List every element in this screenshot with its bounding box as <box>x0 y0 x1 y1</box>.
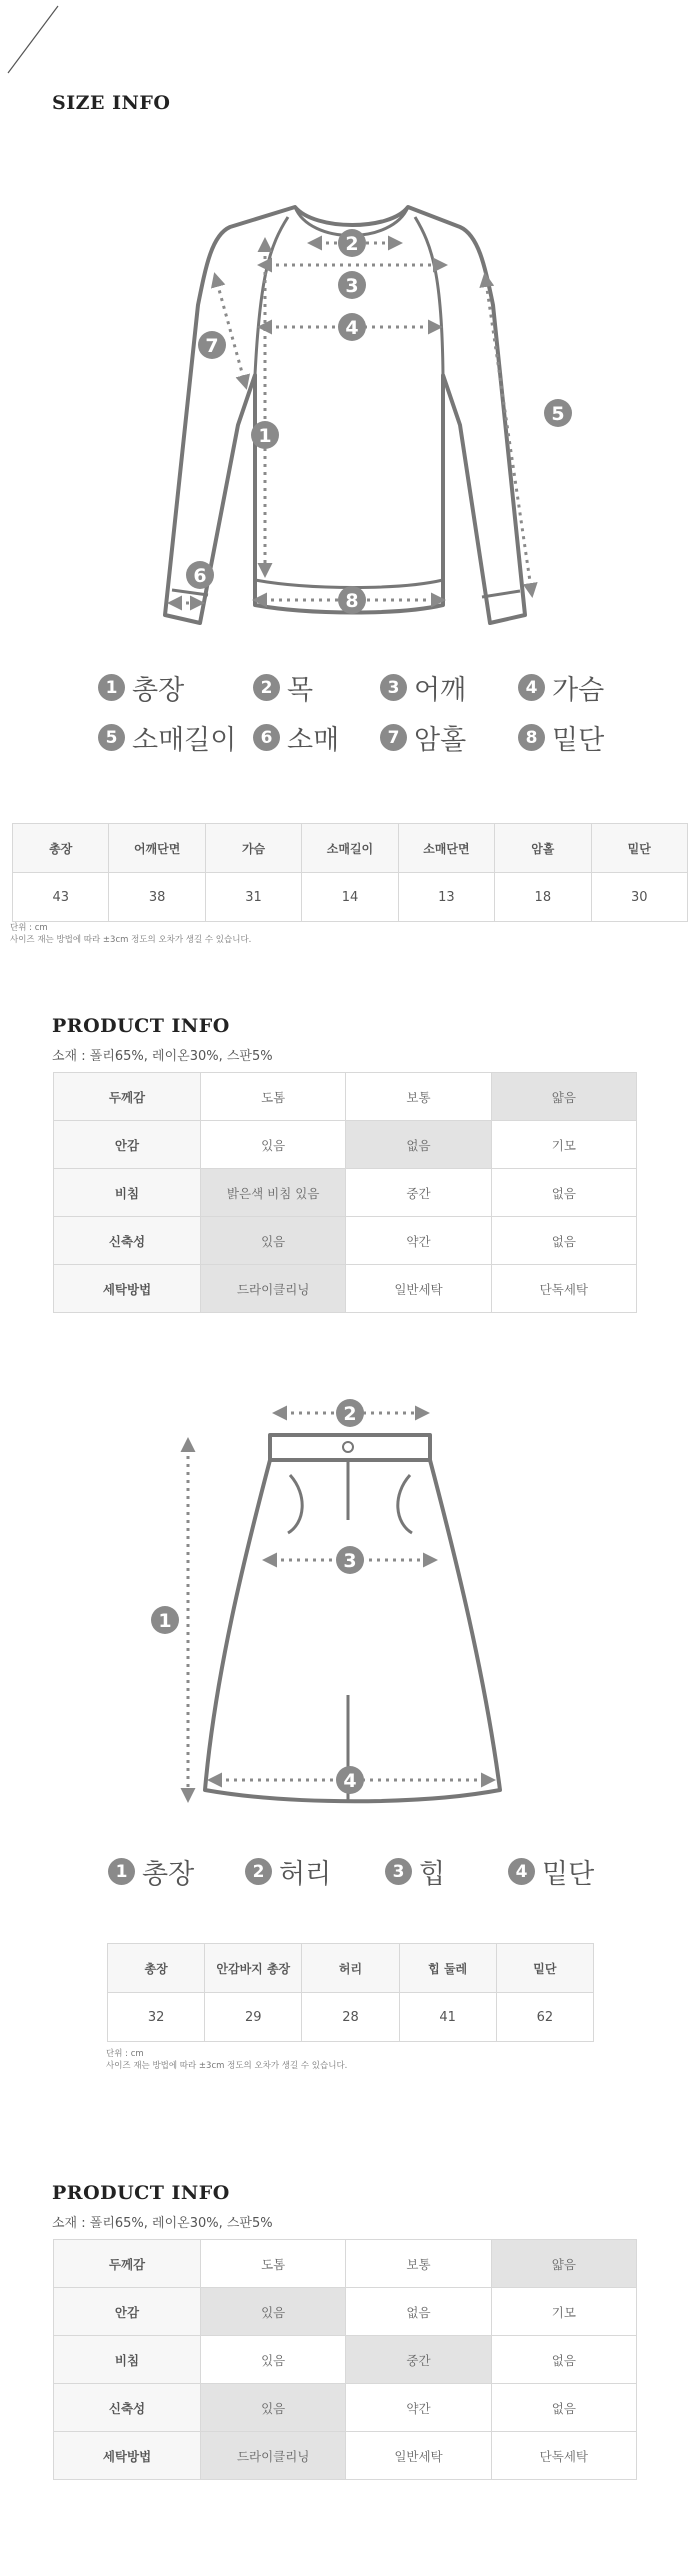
legend-item-3: 3 어깨 <box>380 668 466 707</box>
skirt-num-4: 4 <box>343 1770 357 1792</box>
diagram-num-1: 1 <box>258 425 272 447</box>
table-header: 소매단면 <box>398 824 494 873</box>
table-row <box>54 1169 637 1217</box>
legend-item-6: 6 소매 <box>253 718 339 757</box>
diagram-num-4: 4 <box>345 317 359 339</box>
skirt-num-2: 2 <box>343 1403 357 1425</box>
table-header: 밑단 <box>591 824 687 873</box>
table-cell: 28 <box>302 1993 399 2042</box>
row-label: 비침 <box>54 2336 201 2384</box>
table-cell: 18 <box>495 873 591 922</box>
bottom-legend-item-2: 2 허리 <box>245 1852 331 1891</box>
row-label: 안감 <box>54 2288 201 2336</box>
option-cell: 중간 <box>346 1169 491 1217</box>
option-cell: 약간 <box>346 1217 491 1265</box>
table-header: 총장 <box>13 824 109 873</box>
row-label: 세탁방법 <box>54 1265 201 1313</box>
diagram-num-8: 8 <box>345 590 359 612</box>
table-header: 허리 <box>302 1944 399 1993</box>
diagram-num-3: 3 <box>345 275 359 297</box>
table-header: 안감바지 총장 <box>205 1944 302 1993</box>
table-cell: 30 <box>591 873 687 922</box>
legend-item-7: 7 암홀 <box>380 718 466 757</box>
option-cell-selected: 드라이클리닝 <box>201 2432 346 2480</box>
table-header: 암홀 <box>495 824 591 873</box>
option-cell: 보통 <box>346 2240 491 2288</box>
legend-item-1: 1 총장 <box>98 668 184 707</box>
table-row <box>54 2384 637 2432</box>
option-cell-selected: 없음 <box>346 1121 491 1169</box>
material-text-1: 소재 : 폴리65%, 레이온30%, 스판5% <box>52 1049 273 1064</box>
table-cell: 32 <box>108 1993 205 2042</box>
top-size-table <box>12 823 688 922</box>
option-cell: 일반세탁 <box>346 1265 491 1313</box>
table-row <box>54 2432 637 2480</box>
option-cell-selected: 드라이클리닝 <box>201 1265 346 1313</box>
table-cell: 31 <box>205 873 301 922</box>
size-info-title: SIZE INFO <box>52 92 171 114</box>
option-cell: 도톰 <box>201 1073 346 1121</box>
diagram-num-6: 6 <box>193 565 207 587</box>
table-row <box>54 1265 637 1313</box>
option-cell: 없음 <box>346 2288 491 2336</box>
table-header: 소매길이 <box>302 824 398 873</box>
bottom-size-table <box>107 1943 594 2042</box>
legend-item-2: 2 목 <box>253 668 313 707</box>
row-label: 세탁방법 <box>54 2432 201 2480</box>
option-cell-selected: 있음 <box>201 2288 346 2336</box>
row-label: 신축성 <box>54 2384 201 2432</box>
table-header: 밑단 <box>496 1944 593 1993</box>
table-row <box>54 1121 637 1169</box>
legend-item-4: 4 가슴 <box>518 668 604 707</box>
product-table-1 <box>53 1072 637 1313</box>
diagram-num-7: 7 <box>205 335 219 357</box>
option-cell: 기모 <box>491 2288 636 2336</box>
legend-item-8: 8 밑단 <box>518 718 604 757</box>
option-cell-selected: 밝은색 비침 있음 <box>201 1169 346 1217</box>
row-label: 두께감 <box>54 1073 201 1121</box>
product-info-title-1: PRODUCT INFO <box>52 1015 230 1037</box>
table-header: 총장 <box>108 1944 205 1993</box>
table-row <box>54 1217 637 1265</box>
table-cell: 38 <box>109 873 205 922</box>
bottom-legend-item-4: 4 밑단 <box>508 1852 594 1891</box>
table-cell: 62 <box>496 1993 593 2042</box>
option-cell-selected: 얇음 <box>491 2240 636 2288</box>
option-cell-selected: 있음 <box>201 2384 346 2432</box>
table-row <box>54 2240 637 2288</box>
table-header: 어깨단면 <box>109 824 205 873</box>
table-row <box>54 1073 637 1121</box>
skirt-button <box>343 1442 353 1452</box>
table-cell: 41 <box>399 1993 496 2042</box>
option-cell: 단독세탁 <box>491 1265 636 1313</box>
table-cell: 29 <box>205 1993 302 2042</box>
option-cell: 없음 <box>491 2336 636 2384</box>
option-cell: 없음 <box>491 1217 636 1265</box>
table-cell: 14 <box>302 873 398 922</box>
legend-item-5: 5 소매길이 <box>98 718 236 757</box>
option-cell: 기모 <box>491 1121 636 1169</box>
table-header: 가슴 <box>205 824 301 873</box>
row-label: 신축성 <box>54 1217 201 1265</box>
table-row <box>54 2288 637 2336</box>
option-cell-selected: 얇음 <box>491 1073 636 1121</box>
option-cell: 있음 <box>201 2336 346 2384</box>
table-cell: 13 <box>398 873 494 922</box>
unit-note: 단위 : cm <box>10 923 48 933</box>
option-cell: 단독세탁 <box>491 2432 636 2480</box>
option-cell: 없음 <box>491 2384 636 2432</box>
diagram-num-5: 5 <box>551 403 565 425</box>
material-text-2: 소재 : 폴리65%, 레이온30%, 스판5% <box>52 2216 273 2231</box>
sweater-diagram <box>160 195 580 630</box>
option-cell: 일반세탁 <box>346 2432 491 2480</box>
measure-note: 사이즈 재는 방법에 따라 ±3cm 정도의 오차가 생길 수 있습니다. <box>10 935 252 945</box>
product-table-2 <box>53 2239 637 2480</box>
row-label: 두께감 <box>54 2240 201 2288</box>
skirt-diagram <box>140 1395 520 1820</box>
option-cell: 보통 <box>346 1073 491 1121</box>
bottom-legend-item-1: 1 총장 <box>108 1852 194 1891</box>
option-cell-selected: 중간 <box>346 2336 491 2384</box>
skirt-num-1: 1 <box>158 1610 172 1632</box>
table-row <box>54 2336 637 2384</box>
option-cell: 도톰 <box>201 2240 346 2288</box>
table-header: 힙 둘레 <box>399 1944 496 1993</box>
skirt-num-3: 3 <box>343 1550 357 1572</box>
measure-note-2: 사이즈 재는 방법에 따라 ±3cm 정도의 오차가 생길 수 있습니다. <box>106 2061 348 2071</box>
unit-note-2: 단위 : cm <box>106 2049 144 2059</box>
diagram-num-2: 2 <box>345 233 359 255</box>
option-cell: 약간 <box>346 2384 491 2432</box>
corner-diagonal-line <box>0 0 70 80</box>
option-cell: 없음 <box>491 1169 636 1217</box>
table-cell: 43 <box>13 873 109 922</box>
row-label: 안감 <box>54 1121 201 1169</box>
row-label: 비침 <box>54 1169 201 1217</box>
bottom-legend-item-3: 3 힙 <box>385 1852 445 1891</box>
product-info-title-2: PRODUCT INFO <box>52 2182 230 2204</box>
option-cell: 있음 <box>201 1121 346 1169</box>
option-cell-selected: 있음 <box>201 1217 346 1265</box>
